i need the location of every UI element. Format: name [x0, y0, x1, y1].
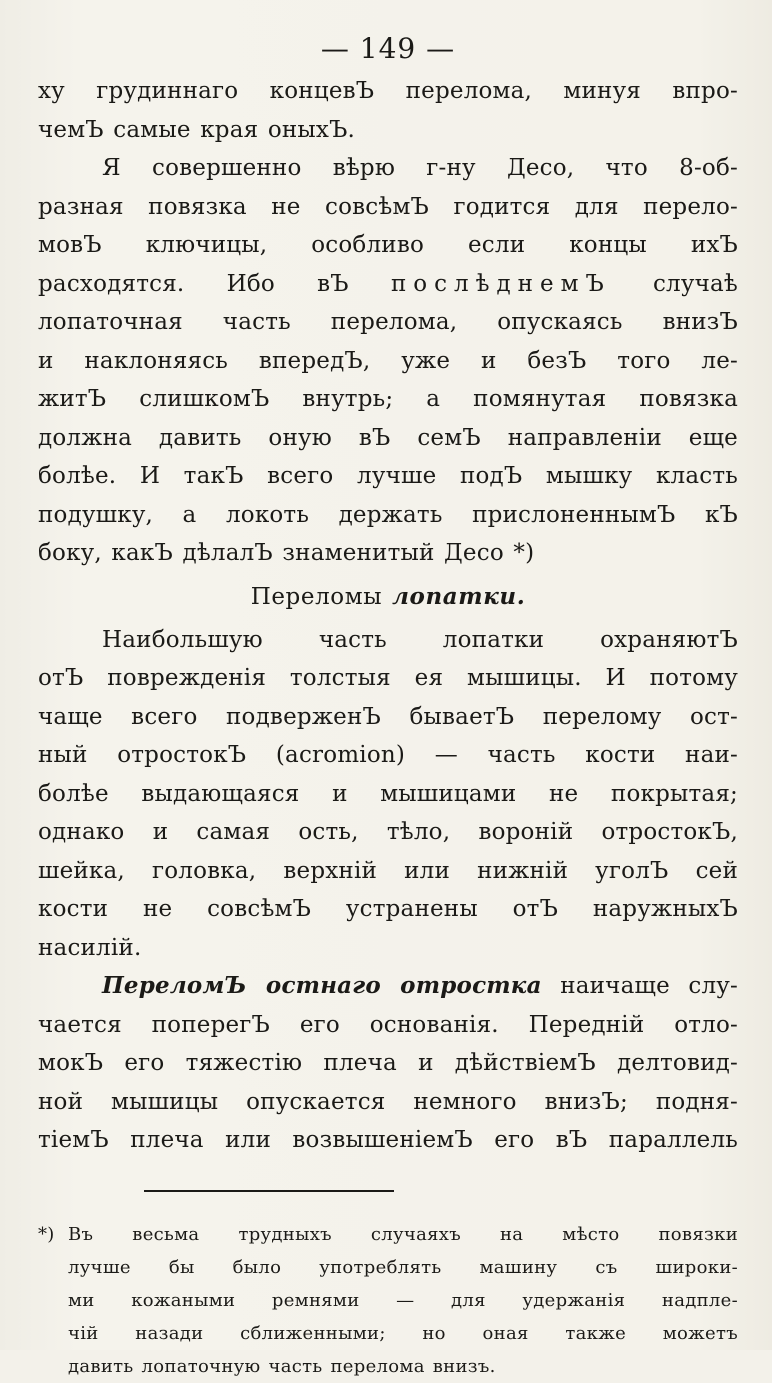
text-line: мовЪ ключицы, особливо если концы ихЪ — [38, 232, 738, 258]
text-line: Я совершенно вѣрю г-ну Десо, что 8-об- — [102, 155, 738, 181]
italic-lead: ПереломЪ остнаго отростка — [102, 972, 542, 999]
text-line: лопаточная часть перелома, опускаясь внизЪ — [38, 309, 738, 335]
text-line: ху грудиннаго концевЪ перелома, минуя впро- — [38, 78, 738, 104]
footnote-line: ми кожаными ремнями — для удержанія надпле- — [68, 1289, 738, 1311]
footnote-marker: *) — [38, 1223, 55, 1245]
text-line: болѣе выдающаяся и мышицами не покрытая; — [38, 780, 738, 807]
text-line: житЪ слишкомЪ внутрь; а помянутая повязка — [38, 386, 738, 412]
footnote-line: давить лопаточную часть перелома внизъ. — [68, 1355, 496, 1377]
text-line: насилій. — [38, 934, 142, 961]
text-line: Наибольшую часть лопатки охраняютЪ — [102, 626, 738, 653]
text-line: подушку, а локоть держать прислоненнымЪ кЪ — [38, 501, 738, 528]
text-line — [38, 265, 738, 304]
text-line: шейка, головка, верхній или нижній уголЪ сей — [38, 857, 738, 884]
footnote-divider — [144, 1190, 394, 1192]
text-line: боку, какЪ дѣлалЪ знаменитый Десо *) — [38, 540, 535, 566]
text-fragment: расходятся. Ибо вЪ — [38, 270, 349, 297]
page-number: — 149 — — [320, 32, 456, 65]
text-fragment: Въ весьма трудныхъ случаяхъ на мѣсто повязки — [68, 1223, 738, 1245]
heading-italic: лопатки. — [392, 582, 526, 610]
text-line: ной мышицы опускается немного внизЪ; подня- — [38, 1088, 738, 1115]
text-line — [38, 967, 738, 1006]
main-text — [38, 72, 738, 1160]
footnote-line: чій назади сближенными; но оная также можетъ — [68, 1322, 738, 1344]
heading-prefix: Переломы — [250, 583, 383, 610]
footnote-line — [38, 1218, 738, 1251]
emphasized-word: послѣднемЪ — [390, 270, 611, 297]
footnote — [38, 1218, 738, 1383]
text-line: кости не совсѣмЪ устранены отЪ наружныхЪ — [38, 896, 738, 922]
text-line: чаще всего подверженЪ бываетЪ перелому ост- — [38, 703, 738, 730]
text-fragment: случаѣ — [652, 270, 738, 297]
text-line: и наклоняясь впередЪ, уже и безЪ того ле- — [38, 347, 738, 374]
text-line: чемЪ самые края оныхЪ. — [38, 116, 356, 143]
text-line: мокЪ его тяжестію плеча и дѣйствіемЪ делтовид- — [38, 1050, 738, 1076]
text-line: тіемЪ плеча или возвышеніемЪ его вЪ параллель — [38, 1127, 738, 1153]
text-line: чается поперегЪ его основанія. Передній отло- — [38, 1011, 738, 1038]
text-line: ный отростокЪ (acromion) — часть кости наи- — [38, 742, 738, 768]
text-line: должна давить оную вЪ семЪ направленіи еще — [38, 424, 738, 451]
text-line: разная повязка не совсѣмЪ годится для перело- — [38, 193, 738, 220]
section-heading — [38, 577, 738, 617]
text-fragment: наичаще слу- — [560, 973, 738, 999]
text-line: отЪ поврежденія толстыя ея мышицы. И потому — [38, 665, 738, 691]
text-line: болѣе. И такЪ всего лучше подЪ мышку класть — [38, 463, 738, 489]
text-line: однако и самая ость, тѣло, вороній отростокЪ, — [38, 819, 738, 845]
footnote-line: лучше бы было употреблять машину съ широки- — [68, 1256, 738, 1278]
